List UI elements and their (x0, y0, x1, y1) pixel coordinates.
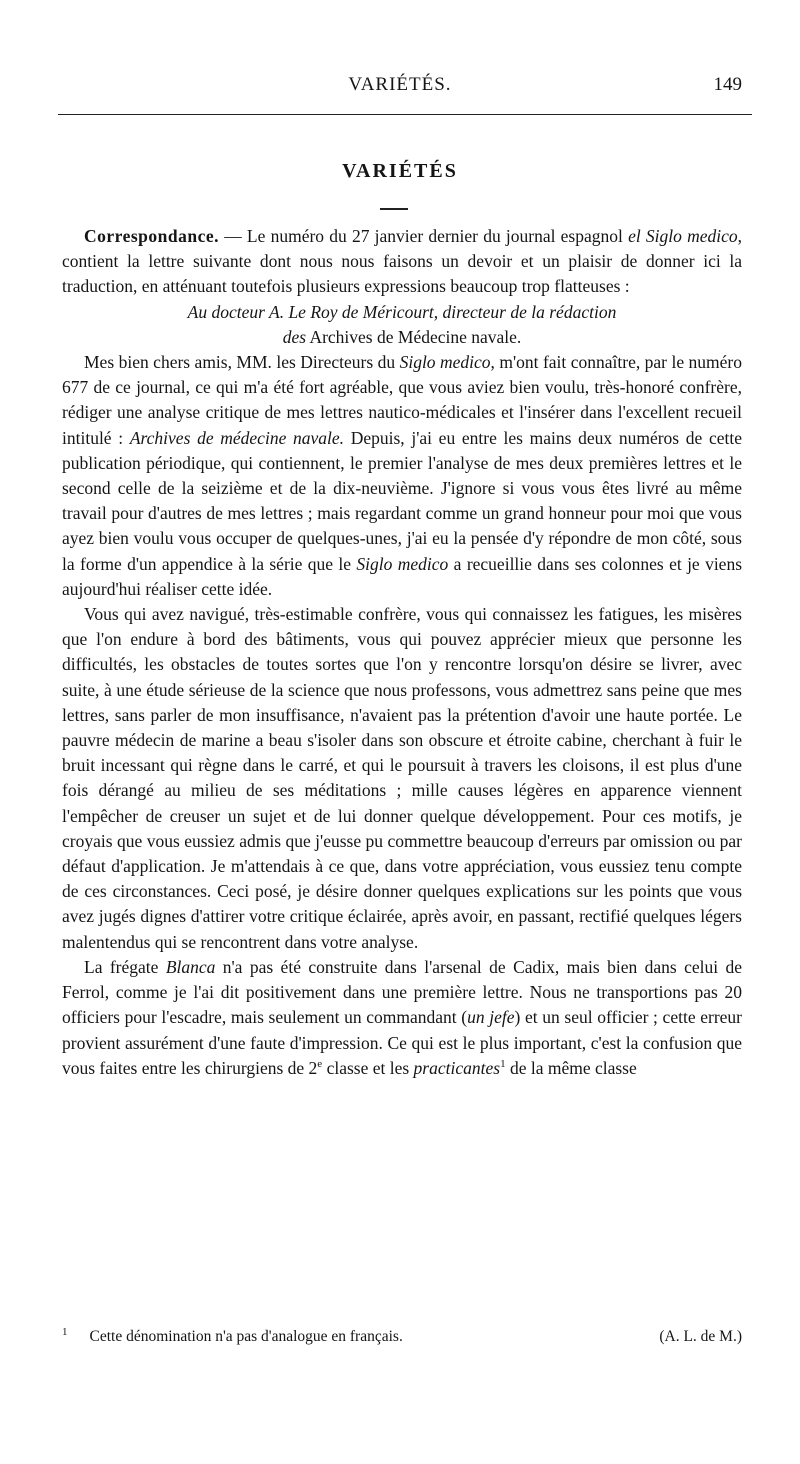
footnote-marker: 1 (62, 1325, 68, 1338)
footnote (62, 1326, 742, 1348)
paragraph-3 (62, 955, 742, 1081)
footnote-ref: 1 (500, 1057, 506, 1070)
article-body (62, 224, 742, 1081)
paragraph-2: Vous qui avez navigué, très-estimable confrère, vous qui connaissez les fatigues, les misères que l'on endure à bord des bâtiments, vous qui pouvez apprécier mieux que personne les difficultés, les obstacles de toutes sortes que l'on y rencontre lorsqu'on désire se livrer, avec suite, à une étude sérieuse de la science que nous professons, vous admettrez sans peine que mes lettres, sans parler de mon insuffisance, n'avaient pas la prétention d'avoir une haute portée. Le pauvre médecin de marine a beau s'isoler dans son obscure et étroite cabine, cherchant à fuir le bruit incessant qui règne dans le carré, et qui le poursuit à travers les cloisons, il est plus d'une fois dérangé au milieu de ses méditations ; mille causes légères en apparence viennent l'empêcher de creuser un sujet et de lui donner quelque développement. Pour ces motifs, je croyais que vous eussiez admis que j'eusse pu commettre beaucoup d'erreurs par omission ou par défaut d'application. Je m'attendais à ce que, dans votre appréciation, vous eussiez tenu compte de ces circonstances. Ceci posé, je désire donner quelques explications sur les points que vous avez jugés dignes d'attirer votre critique éclairée, après avoir, en passant, rectifié quelques légers malentendus qui se rencontrent dans votre analyse. (62, 604, 742, 952)
header-rule (58, 114, 752, 115)
intro-dash-text: — Le numéro du 27 janvier dernier du journal espagnol (219, 226, 629, 246)
superscript-e: e (317, 1057, 323, 1070)
jefe-term: un jefe (467, 1007, 515, 1028)
para3-text-e: de la même classe (505, 1057, 637, 1078)
address-line-2a: des (282, 326, 307, 347)
running-title: VARIÉTÉS. (348, 74, 452, 95)
para1-text-b: , m'ont fait connaître, par le numéro 677 de ce journal, ce qui m'a été fort agréable, que vous aviez bien voulu, très-honoré confrère, rédiger une analyse critique de mes lettres nautico-médicales et l'insérer dans l'excellent recueil intitulé : (62, 352, 743, 448)
para1-archives: Archives de médecine navale. (129, 427, 345, 448)
para1-text-c: Depuis, j'ai eu entre les mains deux numéros de cette publication périodique, qui contiennent, le premier l'analyse de mes deux premières lettres et le second celle de la seizième et de la dix-neuvième. J'ignore si vous vous êtes livré au même travail pour d'autres de mes lettres ; mais regardant comme un grand honneur pour moi que vous ayez bien voulu vous occuper de quelques-unes, j'ai eu la pensée d'y répondre de mon côté, sous la forme d'un appendice à la série que le (62, 427, 742, 574)
practicantes-term: practicantes (413, 1057, 501, 1078)
ship-name: Blanca (165, 956, 216, 977)
footnote-text: Cette dénomination n'a pas d'analogue en français. (89, 1328, 403, 1345)
journal-name: el Siglo medico (628, 226, 738, 246)
section-title: VARIÉTÉS (342, 160, 458, 182)
para3-text-a: La frégate (84, 956, 166, 977)
paragraph-1 (62, 350, 742, 602)
lead-word: Correspondance. (84, 226, 220, 246)
para1-journal: Siglo medico (399, 352, 491, 373)
address-line-2b: Archives de Médecine navale. (306, 326, 522, 347)
para1-text-a: Mes bien chers amis, MM. les Directeurs du (84, 352, 400, 373)
intro-paragraph (62, 224, 742, 300)
footnote-signature: (A. L. de M.) (659, 1328, 742, 1345)
para1-journal-2: Siglo medico (356, 553, 449, 574)
title-dash (380, 208, 408, 210)
running-head (58, 74, 742, 104)
page-number: 149 (713, 74, 742, 95)
intro-rest: , contient la lettre suivante dont nous nous faisons un devoir et un plaisir de donner ici la traduction, en atténuant toutefois plusieurs expressions beaucoup trop flatteuses : (62, 226, 742, 297)
address-line-1: Au docteur A. Le Roy de Méricourt, directeur de la rédaction (187, 301, 617, 322)
para3-text-d: classe et les (322, 1057, 414, 1078)
para1-text-d: a recueillie dans ses colonnes et je viens aujourd'hui réaliser cette idée. (62, 553, 743, 599)
address-line-2 (62, 325, 742, 350)
para3-text-c: ) et un seul officier ; cette erreur provient assurément d'une faute d'impression. Ce qui est le plus important, c'est la confusion que vous faites entre les chirurgiens de 2 (62, 1007, 742, 1078)
para3-text-b: n'a pas été construite dans l'arsenal de Cadix, mais bien dans celui de Ferrol, comme je l'ai dit positivement dans une première lettre. Nous ne transportions pas 20 officiers pour l'escadre, mais seulement un commandant ( (62, 956, 742, 1028)
